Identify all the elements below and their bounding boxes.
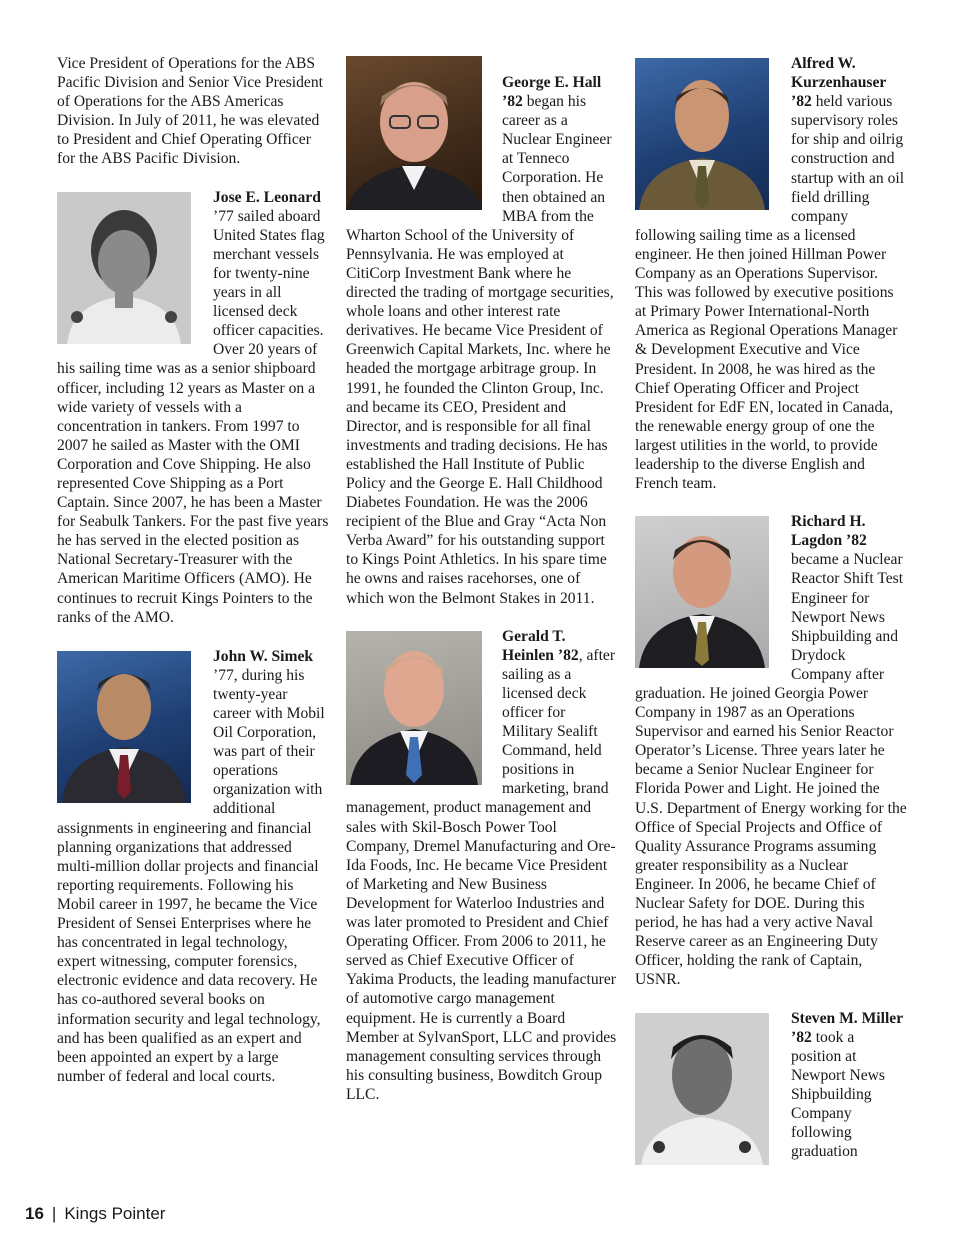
class-year: ’82 — [557, 646, 579, 664]
alumnus-name: George E. Hall — [502, 74, 602, 91]
portrait-miller-figure — [635, 1013, 769, 1165]
class-year: ’77 — [213, 666, 234, 684]
bio-lagdon — [635, 512, 907, 989]
page-number: 16 — [25, 1204, 44, 1223]
class-year: ’82 — [846, 532, 867, 550]
bio-body: sailed aboard United States flag merchant vessels for twenty-nine years in all licensed deck officer capacities. Over 20 years of his sailing time was as a senior shipboard officer, including 12 years as Master on a wide variety of vessels with a concentration in tankers. From 1997 to 2007 he sailed as Master with the OMI Corporation and Cove Shipping. He also represented Cove Shipping as a Port Captain. Since 2007, he has been a Master for Seabulk Tankers. For the past five years he has served in the elected position as National Secretary-Treasurer with the American Maritime Officers (AMO). He continues to recruit Kings Pointers to the ranks of the AMO. — [57, 207, 329, 626]
continued-bio-text: Vice President of Operations for the ABS Pacific Division and Senior Vice President of Operations for the ABS Americas Division. In July of 2011, he was elevated to President and Chief Operating Officer for the ABS Pacific Division. — [57, 55, 323, 168]
alumnus-name: Jose E. Leonard — [213, 188, 321, 206]
portrait-photo-lagdon — [635, 516, 769, 668]
bio-body: , during his twenty-year career with Mobil Oil Corporation, was part of their operations organization with additional assignments in engineering and financial planning organizations that addressed multi-million dollar projects and financial reporting requirements. Following his Mobil career in 1997, he became the Vice President of Sensei Enterprises where he has concentrated in legal technology, expert witnessing, computer forensics, electronic evidence and data recovery. He has co-authored several books on information security and legal technology, and has been qualified as an expert and been appointed an expert by a large number of federal and local courts. — [57, 666, 325, 1085]
portrait-heinlen-figure — [346, 631, 482, 785]
column-3 — [635, 54, 907, 1169]
bio-body: held various supervisory roles for ship and oilrig construction and startup with an oil field drilling company following sailing time as a licensed engineer. He then joined Hillman Power Company as an Operations Supervisor. This was followed by executive positions at Primary Power International-North America as Regional Operations Manager & Development Executive and Vice President. In 2008, he was hired as the Chief Operating Officer and Project President for EdF EN, located in Canada, the renewable energy group of one the largest utilities in the world, to provide leadership to the diverse English and French team. — [635, 93, 905, 493]
portrait-photo-leonard — [57, 192, 191, 344]
page-footer — [25, 1204, 165, 1224]
portrait-hall-figure — [346, 56, 482, 210]
class-year: ’82 — [791, 1028, 812, 1046]
alumnus-name: Gerald T. Heinlen — [502, 627, 566, 664]
column-2 — [346, 54, 618, 1104]
bio-body: became a Nuclear Reactor Shift Test Engineer for Newport News Shipbuilding and Drydock Company after graduation. He joined Georgia Power Company in 1987 as an Operations Supervisor and earned his Senior Reactor Operator’s License. Three years later he became a Senior Nuclear Engineer for Florida Power and Light. He joined the U.S. Department of Energy working for the Office of Special Projects and Office of Quality Assurance Programs assuming greater responsibility as a Nuclear Engineer. In 2006, he became Chief of Nuclear Safety for DOE. During this period, he has had a very active Naval Reserve career as an Engineering Duty Officer, holding the rank of Captain, USNR. — [635, 551, 907, 989]
portrait-lagdon-figure — [635, 516, 769, 668]
bio-body: , after sailing as a licensed deck officer for Military Sealift Command, held positions in marketing, brand management, product management and sales with Skil-Bosch Power Tool Company, Dremel Manufacturing and Ore-Ida Foods, Inc. He became Vice President of Marketing and New Business Development for Waterloo Industries and was later promoted to President and Chief Operating Officer. From 2006 to 2011, he served as Chief Executive Officer of Yakima Products, the leading manufacturer of automotive cargo management equipment. He is currently a Board Member at SylvanSport, LLC and provides management consulting services through his consulting business, Bowditch Group LLC. — [346, 646, 617, 1103]
alumnus-name: Alfred W. Kurzenhauser — [791, 55, 887, 92]
portrait-photo-kurzenhauser — [635, 58, 769, 210]
class-year: ’77 — [213, 207, 234, 225]
publication-name: Kings Pointer — [64, 1204, 166, 1223]
portrait-kurzenhauser-figure — [635, 58, 769, 210]
bio-body: took a position at Newport News Shipbuilding Company following graduation — [791, 1028, 885, 1161]
alumnus-name: Steven M. Miller — [791, 1009, 904, 1027]
bio-leonard — [57, 188, 329, 627]
bio-simek — [57, 647, 329, 1086]
bio-kurzenhauser — [635, 54, 907, 493]
alumnus-name: John W. Simek — [213, 647, 314, 665]
portrait-photo-miller — [635, 1013, 769, 1165]
footer-separator: | — [51, 1204, 57, 1223]
portrait-leonard-figure — [57, 192, 191, 344]
bio-miller — [635, 1009, 907, 1169]
alumnus-name: Richard H. Lagdon — [791, 513, 866, 550]
portrait-simek-figure — [57, 651, 191, 803]
class-year: ’82 — [791, 93, 812, 111]
bio-body: began his career as a Nuclear Engineer at Tenneco Corporation. He then obtained an MBA from the Wharton School of the University of Pennsylvania. He was employed at CitiCorp Investment Bank where he directed the trading of mortgage securities, whole loans and other interest rate derivatives. He became Vice President of Greenwich Capital Markets, Inc. where he headed the mortgage arbitrage group. In 1991, he founded the Clinton Group, Inc. and became its CEO, President and Director, and is responsible for all final investments and trading decisions. He has established the Hall Institute of Public Policy and the George E. Hall Childhood Diabetes Foundation. He was the 2006 recipient of the Blue and Gray “Acta Non Verba Award” for his outstanding support to Kings Point Athletics. In his spare time he owns and raises racehorses, one of which won the Belmont Stakes in 2011. — [346, 93, 614, 607]
bio-heinlen — [346, 627, 618, 1104]
column-1 — [57, 54, 329, 1086]
portrait-photo-simek — [57, 651, 191, 803]
class-year: ’82 — [502, 93, 523, 111]
portrait-photo-hall — [346, 56, 482, 210]
portrait-photo-heinlen — [346, 631, 482, 785]
bio-hall — [346, 54, 618, 608]
